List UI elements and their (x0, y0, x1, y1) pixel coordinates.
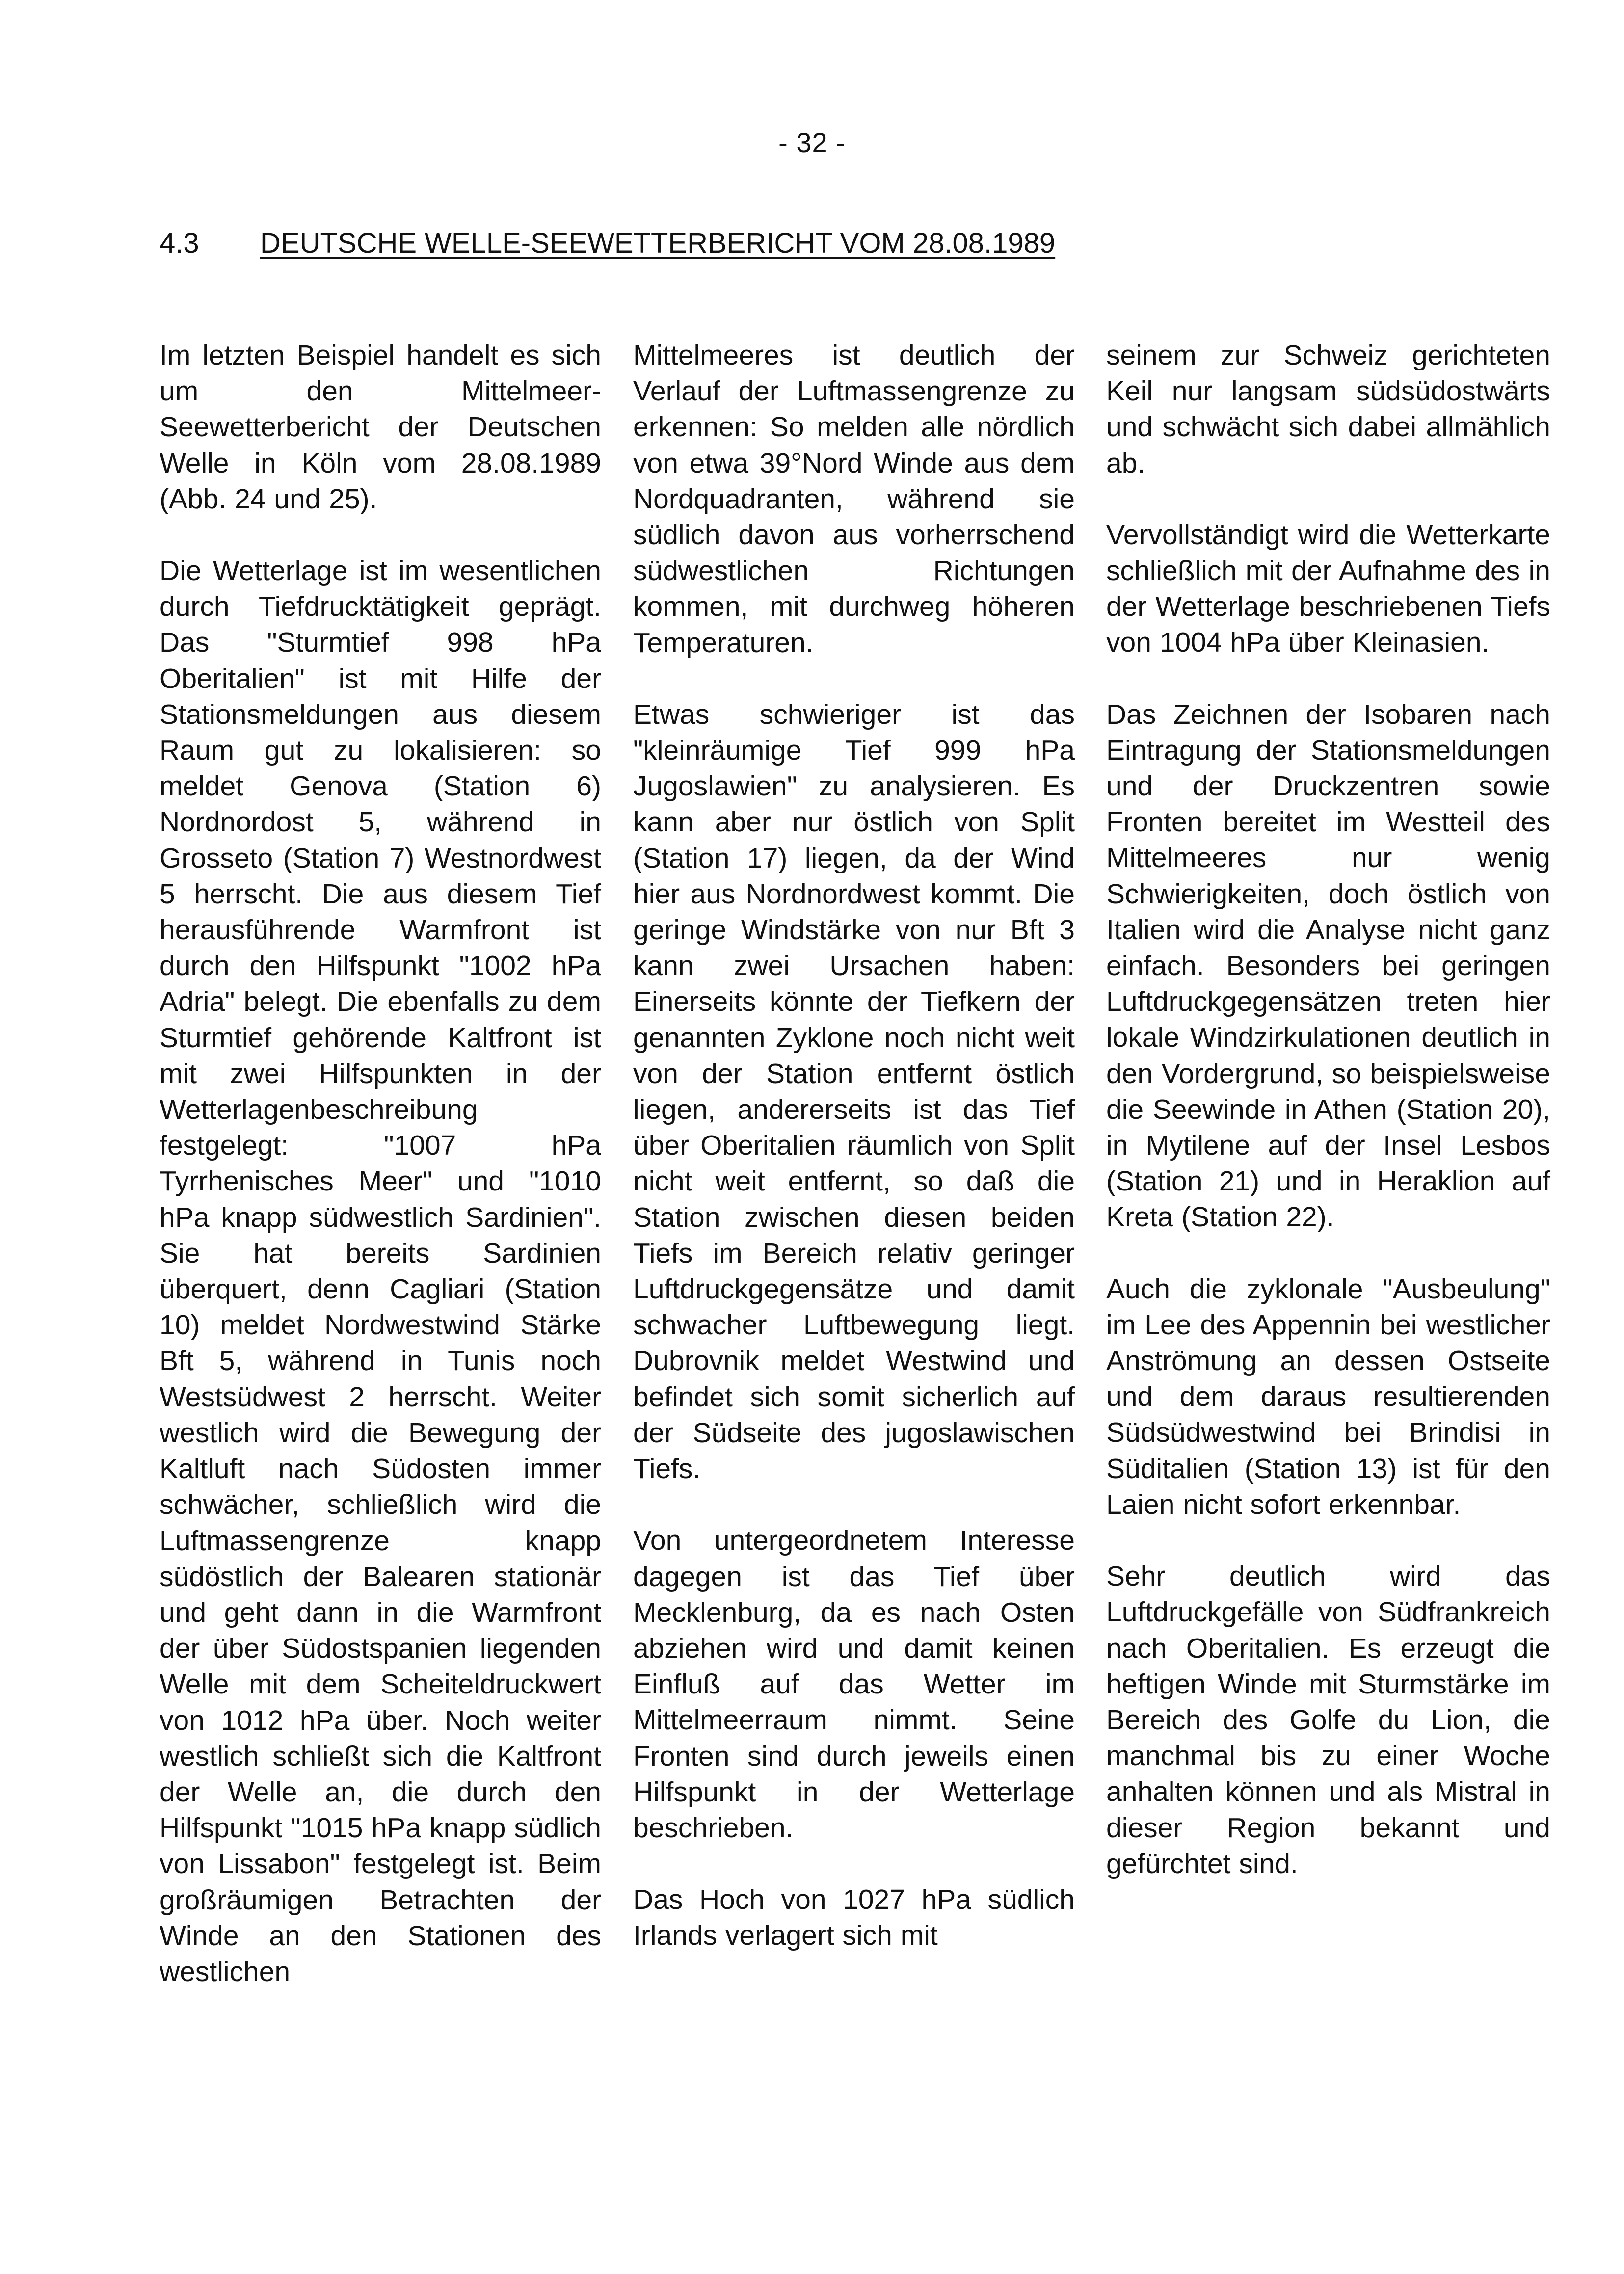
paragraph: Mittelmeeres ist deutlich der Verlauf der Luftmassengrenze zu erkennen: So melden alle nördlich von etwa 39°Nord Winde aus dem Nordquadranten, während sie südlich davon aus vorherrschend südwestlichen Richtungen kommen, mit durchweg höheren Temperaturen. (633, 340, 1075, 659)
paragraph: Das Zeichnen der Isobaren nach Eintragung der Stationsmeldungen und der Druckzentren sowie Fronten bereitet im Westteil des Mittelmeeres nur wenig Schwierigkeiten, doch östlich von Italien wird die Analyse nicht ganz einfach. Besonders bei geringen Luftdruckgegensätzen treten hier lokale Windzirkulationen deutlich in den Vordergrund, so beispielsweise die Seewinde in Athen (Station 20), in Mytilene auf der Insel Lesbos (Station 21) und in Heraklion auf Kreta (Station 22). (1106, 698, 1550, 1233)
paragraph: Vervollständigt wird die Wetterkarte schließlich mit der Aufnahme des in der Wetterlage beschriebenen Tiefs von 1004 hPa über Kleinasien. (1106, 519, 1550, 659)
paragraph: Im letzten Beispiel handelt es sich um den Mittelmeer-Seewetterbericht der Deutschen Welle in Köln vom 28.08.1989 (Abb. 24 und 25). (160, 340, 601, 515)
paragraph: Etwas schwieriger ist das "kleinräumige Tief 999 hPa Jugoslawien" zu analysieren. Es kann aber nur östlich von Split (Station 17) liegen, da der Wind hier aus Nordnordwest kommt. Die geringe Windstärke von nur Bft 3 kann zwei Ursachen haben: Einerseits könnte der Tiefkern der genannten Zyklone noch nicht weit von der Station entfernt östlich liegen, andererseits ist das Tief über Oberitalien räumlich von Split nicht weit entfernt, so daß die Station zwischen diesen beiden Tiefs im Bereich relativ geringer Luftdruckgegensätze und damit schwacher Luftbewegung liegt. Dubrovnik meldet Westwind und befindet sich somit sicherlich auf der Südseite des jugoslawischen Tiefs. (633, 698, 1075, 1485)
paragraph: seinem zur Schweiz gerichteten Keil nur langsam südsüdostwärts und schwächt sich dabei allmählich ab. (1106, 340, 1550, 479)
section-heading (160, 227, 1386, 260)
section-number: 4.3 (160, 227, 199, 259)
text-column-3 (1106, 338, 1550, 1918)
paragraph: Auch die zyklonale "Ausbeulung" im Lee des Appennin bei westlicher Anströmung an dessen Ostseite und dem daraus resultierenden Südsüdwestwind bei Brindisi in Süditalien (Station 13) ist für den Laien nicht sofort erkennbar. (1106, 1273, 1550, 1520)
section-title: DEUTSCHE WELLE-SEEWETTERBERICHT VOM 28.08.1989 (260, 227, 1056, 259)
paragraph: Das Hoch von 1027 hPa südlich Irlands verlagert sich mit (633, 1884, 1075, 1952)
text-column-1 (160, 338, 601, 2026)
page-number: - 32 - (778, 127, 846, 158)
paragraph: Die Wetterlage ist im wesentlichen durch Tiefdrucktätigkeit geprägt. Das "Sturmtief 998 hPa Oberitalien" ist mit Hilfe der Stationsmeldungen aus diesem Raum gut zu lokalisieren: so meldet Genova (Station 6) Nordnordost 5, während in Grosseto (Station 7) Westnordwest 5 herrscht. Die aus diesem Tief herausführende Warmfront ist durch den Hilfspunkt "1002 hPa Adria" belegt. Die ebenfalls zu dem Sturmtief gehörende Kaltfront ist mit zwei Hilfspunkten in der Wetterlagenbeschreibung festgelegt: "1007 hPa Tyrrhenisches Meer" und "1010 hPa knapp südwestlich Sardinien". Sie hat bereits Sardinien überquert, denn Cagliari (Station 10) meldet Nordwestwind Stärke Bft 5, während in Tunis noch Westsüdwest 2 herrscht. Weiter westlich wird die Bewegung der Kaltluft nach Südosten immer schwächer, schließlich wird die Luftmassengrenze knapp südöstlich der Balearen stationär und geht dann in die Warmfront der über Südostspanien liegenden Welle mit dem Scheiteldruckwert von 1012 hPa über. Noch weiter westlich schließt sich die Kaltfront der Welle an, die durch den Hilfspunkt "1015 hPa knapp südlich von Lissabon" festgelegt ist. Beim großräumigen Betrachten der Winde an den Stationen des westlichen (160, 555, 601, 1987)
text-column-2 (633, 338, 1075, 1990)
paragraph: Von untergeordnetem Interesse dagegen ist das Tief über Mecklenburg, da es nach Osten abziehen wird und damit keinen Einfluß auf das Wetter im Mittelmeerraum nimmt. Seine Fronten sind durch jeweils einen Hilfspunkt in der Wetterlage beschrieben. (633, 1525, 1075, 1844)
paragraph: Sehr deutlich wird das Luftdruckgefälle von Südfrankreich nach Oberitalien. Es erzeugt die heftigen Winde mit Sturmstärke im Bereich des Golfe du Lion, die manchmal bis zu einer Woche anhalten können und als Mistral in dieser Region bekannt und gefürchtet sind. (1106, 1560, 1550, 1879)
